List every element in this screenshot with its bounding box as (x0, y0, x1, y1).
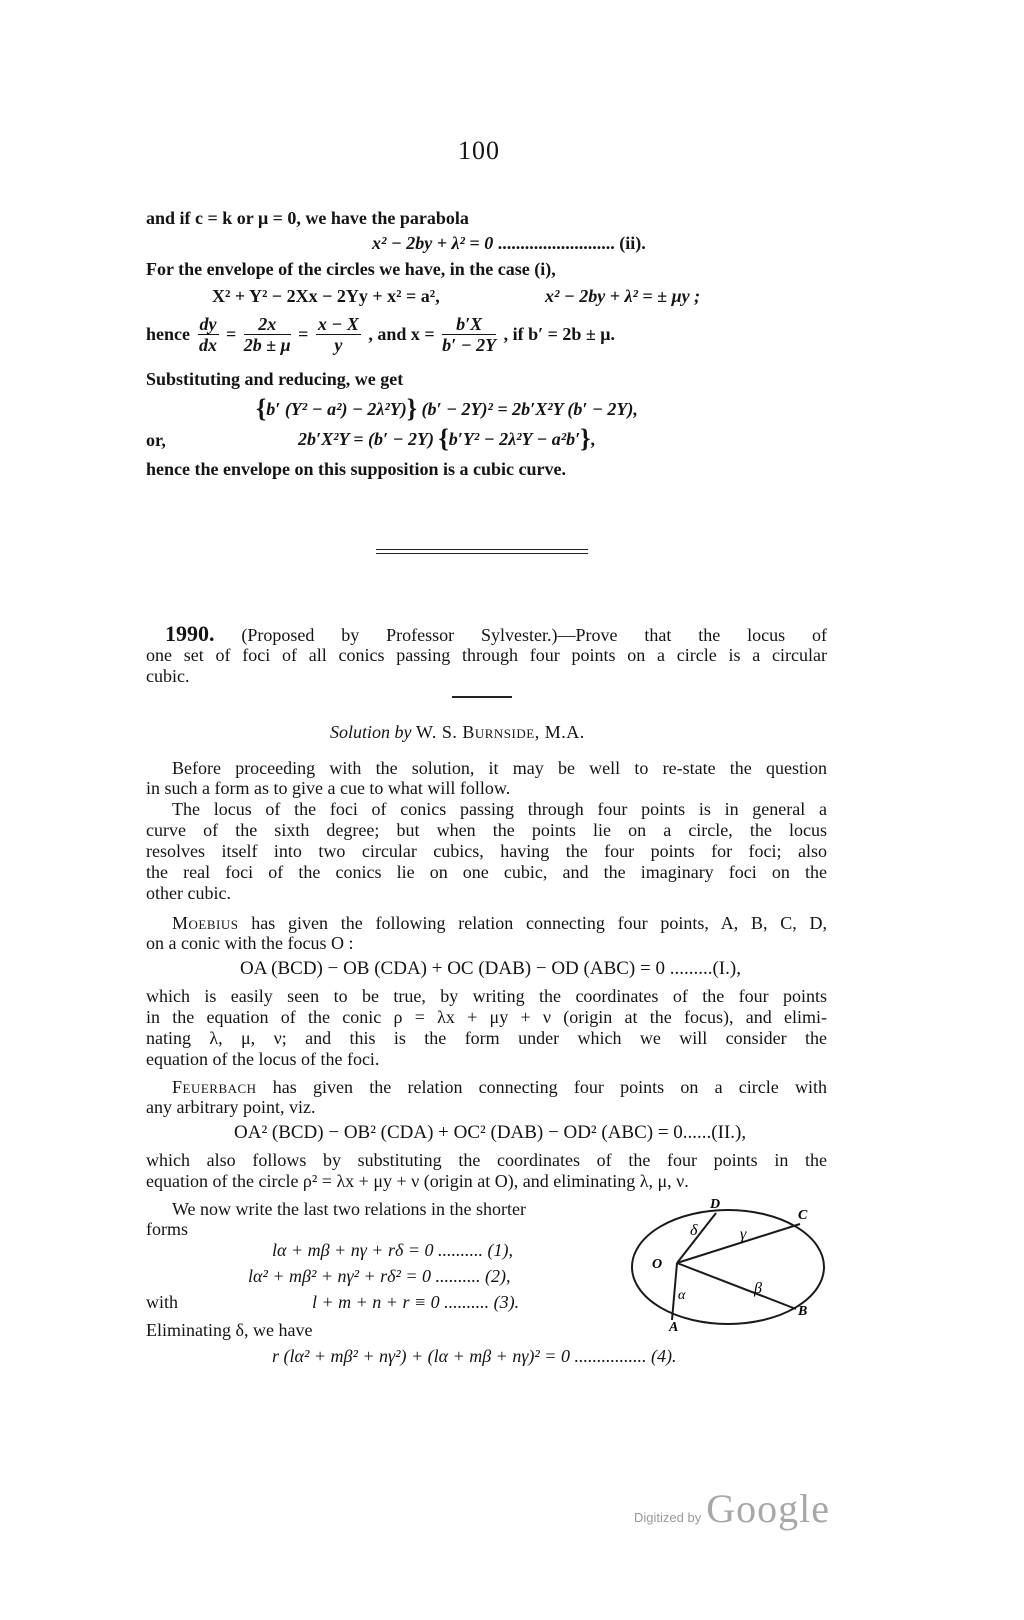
solution-heading: Solution by W. S. Burnside, M.A. (330, 722, 585, 742)
text-line: other cubic. (146, 883, 231, 903)
condition-label: , if b′ = 2b ± μ. (503, 324, 616, 344)
author-name: W. S. Burnside, M.A. (416, 722, 585, 742)
text-line: The locus of the foci of conics passing through four points is in general a (172, 799, 827, 819)
problem-statement: 1990. (Proposed by Professor Sylvester.)—Prove that the locus of (165, 621, 827, 646)
text-line: resolves itself into two circular cubics, having the four points for foci; also (146, 841, 827, 861)
equation-4: r (lα² + mβ² + nγ²) + (lα + mβ + nγ)² = 0 ................ (4). (272, 1346, 677, 1366)
fraction-bX: $\frac{b'X}{b' - 2Y}$ (442, 314, 497, 355)
text-line: curve of the sixth degree; but when the points lie on a circle, the locus (146, 820, 827, 840)
page-number: 100 (458, 136, 500, 165)
text-line: in the equation of the conic ρ = λx + μy + ν (origin at the focus), and elimi- (146, 1007, 827, 1027)
with-label: with (146, 1292, 179, 1312)
text-line: Moebius has given the following relation connecting four points, A, B, C, D, (172, 913, 827, 933)
text-line: the real foci of the conics lie on one cubic, and the imaginary foci on the (146, 862, 827, 882)
text-line: equation of the locus of the foci. (146, 1049, 380, 1069)
equation-derivative: hence $\frac{dy}{dx}$ = $\frac{2x}{2b \pm \mu}$ = $\frac{x - X}{y}$ , and x = $\frac{b'X}{b' - 2Y}$ , if b′ = 2b ± μ. (146, 314, 616, 355)
text-line: one set of foci of all conics passing through four points on a circle is a circular (146, 645, 827, 665)
equation-circle-b: x² − 2by + λ² = ± μy ; (545, 286, 701, 306)
segment-label-gamma: γ (740, 1226, 747, 1243)
or-label: or, (146, 430, 166, 450)
equation-I: OA (BCD) − OB (CDA) + OC (DAB) − OD (ABC) = 0 .........(I.), (240, 958, 741, 979)
text-line: Before proceeding with the solution, it may be well to re-state the question (172, 758, 827, 778)
point-label-C: C (798, 1208, 808, 1223)
fraction-x-X: $\frac{x - X}{y}$ (317, 314, 359, 355)
equation-circle-a: X² + Y² − 2Xx − 2Yy + x² = a², (212, 286, 440, 306)
text-line: equation of the circle ρ² = λx + μy + ν (origin at O), and eliminating λ, μ, ν. (146, 1171, 689, 1191)
text-line: Feuerbach has given the relation connecting four points on a circle with (172, 1077, 827, 1097)
equation-ii (372, 233, 646, 254)
segment-label-delta: δ (690, 1222, 698, 1239)
line-OB (677, 1263, 796, 1309)
short-divider (452, 696, 512, 698)
equation-1: lα + mβ + nγ + rδ = 0 .......... (1), (272, 1240, 513, 1260)
point-label-D: D (710, 1197, 721, 1212)
point-label-O: O (652, 1257, 663, 1272)
text-line: and if c = k or μ = 0, we have the parabola (146, 208, 469, 228)
google-logo: Google (706, 1486, 830, 1531)
text-line: For the envelope of the circles we have, in the case (i), (146, 259, 556, 279)
ellipse-diagram (620, 1195, 840, 1335)
text-line: Eliminating δ, we have (146, 1320, 313, 1340)
text-line: cubic. (146, 666, 190, 686)
point-label-A: A (669, 1320, 679, 1335)
text-line: which is easily seen to be true, by writing the coordinates of the four points (146, 986, 827, 1006)
fraction-2x: $\frac{2x}{2b \pm \mu}$ (243, 314, 291, 355)
section-divider (376, 553, 588, 554)
problem-number: 1990. (165, 621, 215, 646)
and-x-label: , and x = (368, 324, 435, 344)
point-label-B: B (798, 1304, 808, 1319)
fraction-dy-dx: $\frac{dy}{dx}$ (199, 314, 217, 355)
text-line: nating λ, μ, ν; and this is the form under which we will consider the (146, 1028, 827, 1048)
equation-substituted-2: 2b′X²Y = (b′ − 2Y) {b′Y² − 2λ²Y − a²b′}, (298, 424, 595, 453)
text-line: on a conic with the focus O : (146, 933, 354, 953)
text-line: We now write the last two relations in the shorter (172, 1199, 526, 1219)
digitized-watermark: Digitized by Google (634, 1486, 830, 1531)
equation-tag: .......................... (ii). (497, 233, 646, 253)
text-line: in such a form as to give a cue to what will follow. (146, 778, 511, 798)
equation-3: l + m + n + r ≡ 0 .......... (3). (312, 1292, 520, 1312)
equation-II: OA² (BCD) − OB² (CDA) + OC² (DAB) − OD² (ABC) = 0......(II.), (234, 1122, 747, 1143)
text-line: any arbitrary point, viz. (146, 1097, 316, 1117)
equation-text: x² − 2by + λ² = 0 (372, 233, 494, 253)
equation-substituted-1: {b′ (Y² − a²) − 2λ²Y)} (b′ − 2Y)² = 2b′X²Y (b′ − 2Y), (256, 394, 638, 423)
segment-label-alpha: α (678, 1288, 686, 1303)
segment-label-beta: β (754, 1280, 762, 1297)
text-line: Substituting and reducing, we get (146, 369, 404, 389)
section-divider (376, 549, 588, 550)
line-OA (672, 1263, 677, 1320)
text-line: which also follows by substituting the coordinates of the four points in the (146, 1150, 827, 1170)
text-line: hence the envelope on this supposition is a cubic curve. (146, 459, 567, 479)
text-line: forms (146, 1219, 188, 1239)
equation-2: lα² + mβ² + nγ² + rδ² = 0 .......... (2), (248, 1266, 511, 1286)
hence-label: hence (146, 324, 190, 344)
